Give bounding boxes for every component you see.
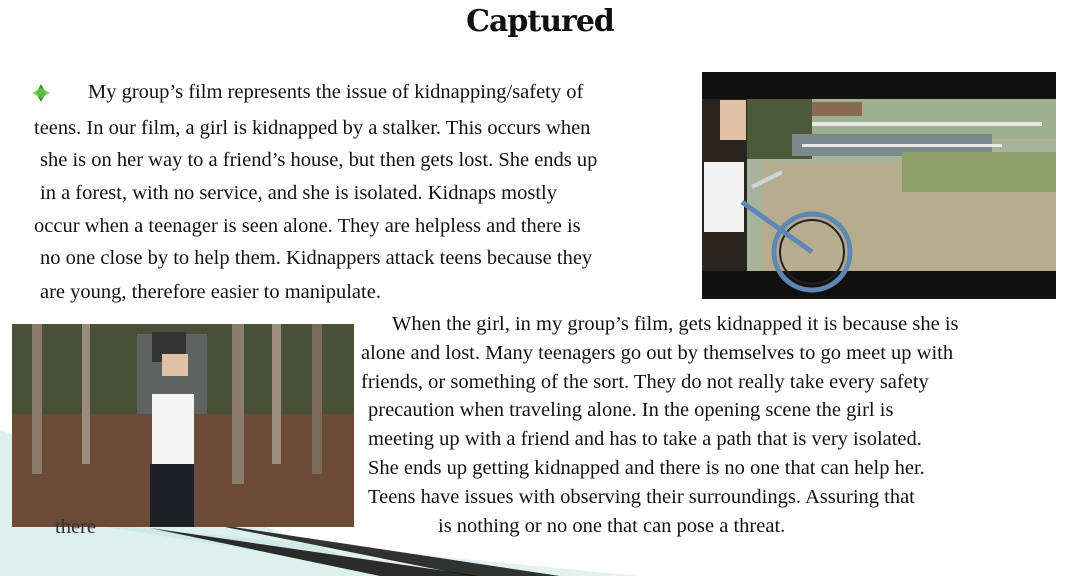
paragraph-2-line: friends, or something of the sort. They do not really take every safety: [361, 371, 929, 393]
paragraph-2-line: alone and lost. Many teenagers go out by themselves to go meet up with: [361, 342, 954, 364]
paragraph-1-line: teens. In our film, a girl is kidnapped by a stalker. This occurs when: [34, 117, 591, 139]
overflow-word: there: [55, 516, 96, 538]
slide-title: Captured: [466, 4, 614, 39]
paragraph-2-line: precaution when traveling alone. In the opening scene the girl is: [368, 399, 894, 421]
paragraph-1-line: no one close by to help them. Kidnappers attack teens because they: [40, 247, 593, 269]
paragraph-2-line: meeting up with a friend and has to take a path that is very isolated.: [368, 428, 922, 450]
paragraph-2-line: She ends up getting kidnapped and there is no one that can help her.: [368, 457, 925, 479]
paragraph-2-line: is nothing or no one that can pose a threat.: [438, 515, 786, 537]
film-still-girl-in-forest: [12, 324, 354, 527]
paragraph-1-line: My group’s film represents the issue of kidnapping/safety of: [88, 81, 584, 103]
diamond-bullet-icon: [30, 82, 52, 104]
paragraph-1-line: are young, therefore easier to manipulate.: [40, 281, 381, 303]
paragraph-2-line: Teens have issues with observing their surroundings. Assuring that: [368, 486, 915, 508]
paragraph-1-line: she is on her way to a friend’s house, but then gets lost. She ends up: [40, 149, 598, 171]
paragraph-1-line: occur when a teenager is seen alone. They are helpless and there is: [34, 215, 581, 237]
film-still-girl-with-bicycle: [702, 72, 1056, 299]
paragraph-1-line: in a forest, with no service, and she is isolated. Kidnaps mostly: [40, 182, 557, 204]
paragraph-2-line: When the girl, in my group’s film, gets kidnapped it is because she is: [392, 313, 959, 335]
